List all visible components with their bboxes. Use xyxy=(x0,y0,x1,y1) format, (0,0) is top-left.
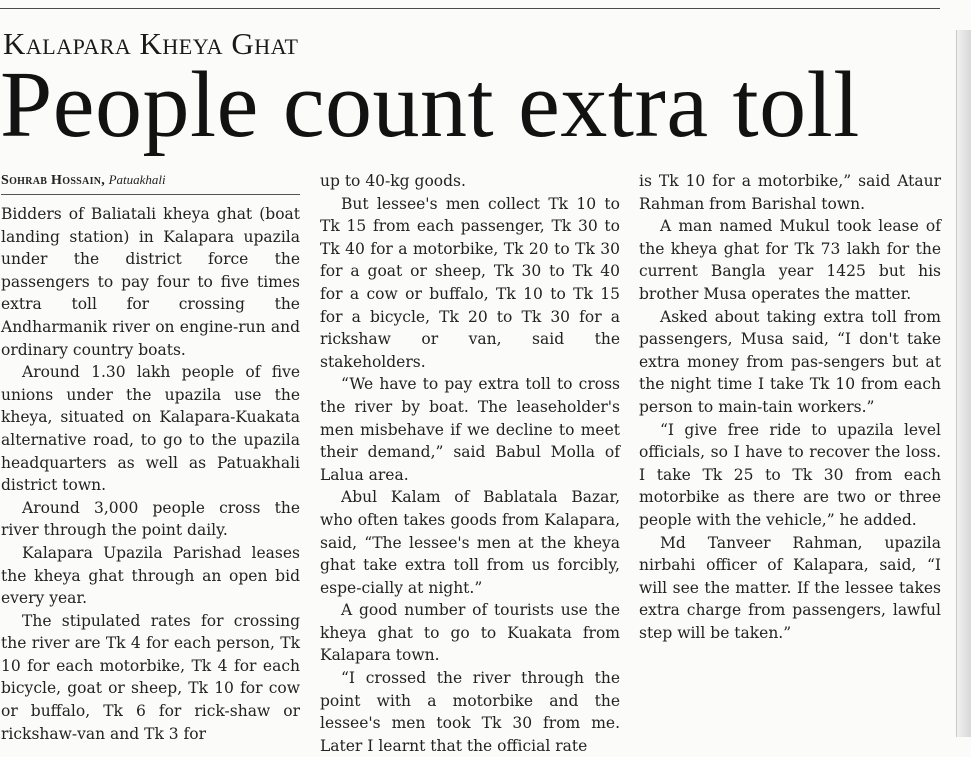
paragraph: Around 1.30 lakh people of five unions under the upazila use the kheya, situated on Kalapara-Kuakata alternative road, to go to the upazila headquarters as well as Patuakhali district town. xyxy=(1,363,300,495)
page-edge xyxy=(956,30,971,737)
article-column-3 xyxy=(639,170,941,644)
byline xyxy=(1,170,300,195)
paragraph: Asked about taking extra toll from passengers, Musa said, “I don't take extra money from pas-sengers but at the night time I take Tk 10 from each person to main-tain workers.” xyxy=(639,307,941,416)
paragraph: is Tk 10 for a motorbike,” said Ataur Rahman from Barishal town. xyxy=(639,172,941,213)
paragraph: up to 40-kg goods. xyxy=(320,172,466,190)
paragraph: A man named Mukul took lease of the kheya ghat for Tk 73 lakh for the current Bangla year 1425 but his brother Musa operates the matter. xyxy=(639,217,941,303)
article-column-1 xyxy=(1,170,300,745)
article-column-2 xyxy=(320,170,620,757)
headline: People count extra toll xyxy=(0,53,860,157)
byline-author: Sohrab Hossain, xyxy=(1,173,106,188)
kicker: Kalapara Kheya Ghat xyxy=(3,26,299,61)
paragraph: “I give free ride to upazila level officials, so I have to recover the loss. I take Tk 25 to Tk 30 from each motorbike as there are two or three people with the vehicle,” he added. xyxy=(639,420,941,529)
top-rule xyxy=(0,8,940,9)
paragraph: Md Tanveer Rahman, upazila nirbahi officer of Kalapara, said, “I will see the matter. If the lessee takes extra charge from passengers, lawful step will be taken.” xyxy=(639,533,941,642)
paragraph: Around 3,000 people cross the river through the point daily. xyxy=(1,498,300,540)
paragraph: But lessee's men collect Tk 10 to Tk 15 from each passenger, Tk 30 to Tk 40 for a motorbike, Tk 20 to Tk 30 for a goat or sheep, Tk 30 to Tk 40 for a cow or buffalo, Tk 10 to Tk 15 for a bicycle, Tk 20 to Tk 30 for a rickshaw or van, said the stakeholders. xyxy=(320,194,620,371)
paragraph: “I crossed the river through the point with a motorbike and the lessee's men took Tk 30 from me. Later I learnt that the official rate xyxy=(320,669,620,755)
paragraph: The stipulated rates for crossing the river are Tk 4 for each person, Tk 10 for each motorbike, Tk 4 for each bicycle, goat or sheep, Tk 10 for cow or buffalo, Tk 6 for rick-shaw or rickshaw-van and Tk 3 for xyxy=(1,611,300,743)
paragraph: “We have to pay extra toll to cross the river by boat. The leaseholder's men misbehave if we decline to meet their demand,” said Babul Molla of Lalua area. xyxy=(320,375,620,484)
paragraph: Kalapara Upazila Parishad leases the kheya ghat through an open bid every year. xyxy=(1,543,300,608)
paragraph: Bidders of Baliatali kheya ghat (boat landing station) in Kalapara upazila under the district force the passengers to pay four to five times extra toll for crossing the Andharmanik river on engine-run and ordinary country boats. xyxy=(1,205,300,359)
paragraph: Abul Kalam of Bablatala Bazar, who often takes goods from Kalapara, said, “The lessee's men at the kheya ghat take extra toll from us forcibly, espe-cially at night.” xyxy=(320,488,620,597)
byline-location: Patuakhali xyxy=(108,172,166,187)
paragraph: A good number of tourists use the kheya ghat to go to Kuakata from Kalapara town. xyxy=(320,601,620,665)
